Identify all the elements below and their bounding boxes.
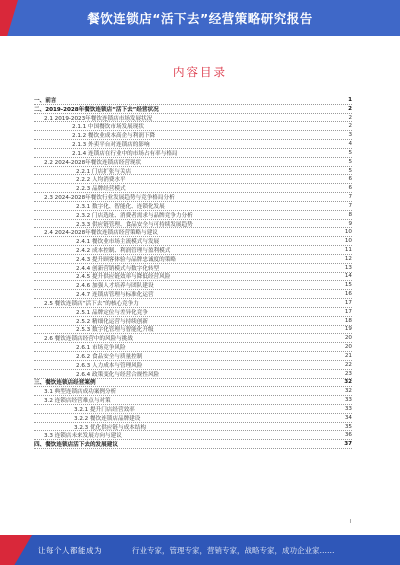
toc-entry-label: 2.4.1 餐饮业市场主流模式与发展 bbox=[76, 239, 160, 246]
toc-entry-page: 14 bbox=[344, 273, 352, 280]
toc-entry-page: 10 bbox=[344, 238, 352, 245]
toc-entry[interactable] bbox=[34, 379, 352, 388]
toc-entry[interactable] bbox=[34, 370, 352, 379]
toc-entry-page: 16 bbox=[344, 291, 352, 298]
toc-entry-label: 一、前言 bbox=[34, 97, 57, 104]
toc-entry-page: 19 bbox=[344, 326, 352, 333]
toc-entry[interactable] bbox=[34, 184, 352, 193]
toc-entry[interactable] bbox=[34, 299, 352, 308]
toc-entry[interactable] bbox=[34, 175, 352, 184]
toc-entry[interactable] bbox=[34, 334, 352, 343]
toc-entry-page: 18 bbox=[344, 317, 352, 324]
toc-entry-page: 21 bbox=[344, 352, 352, 359]
toc-entry-label: 3.3 连锁店未来发展方向与建议 bbox=[44, 433, 122, 440]
toc-entry-page: 8 bbox=[348, 211, 352, 218]
toc-entry-label: 2.1.4 连锁店在行业中的市场占有率与格局 bbox=[72, 150, 178, 157]
toc-entry-label: 四、餐饮连锁店活下去的发展建议 bbox=[34, 442, 118, 449]
toc-entry-label: 2.3.1 数字化、智能化、连锁化发展 bbox=[76, 203, 165, 210]
toc-entry-label: 3.2 连锁店经营难点与对策 bbox=[44, 398, 111, 405]
toc-entry-label: 三、餐饮连锁店经营案例 bbox=[34, 380, 96, 387]
toc-entry-page: 2 bbox=[348, 123, 352, 130]
toc-entry-label: 2.4.7 连锁店管理与标准化运营 bbox=[76, 292, 154, 299]
toc-entry[interactable] bbox=[34, 361, 352, 370]
toc-entry[interactable] bbox=[34, 228, 352, 237]
toc-entry-label: 2.1.2 餐饮业成本高企与利润下降 bbox=[72, 133, 156, 140]
footer-tagline: 行业专家，管理专家，营销专家，战略专家，成功企业家…… bbox=[132, 546, 335, 555]
toc-entry-label: 2.4 2024-2028年餐饮连锁店经营策略与建议 bbox=[44, 230, 158, 237]
toc-entry-label: 2.2.1 门店扩张与关店 bbox=[76, 168, 132, 175]
toc-entry-label: 2.5.2 精细化运营与持续创新 bbox=[76, 318, 148, 325]
toc-entry-page: 2 bbox=[348, 105, 352, 112]
toc-entry-label: 2.6.3 人力成本与管理风险 bbox=[76, 362, 143, 369]
toc-entry[interactable] bbox=[34, 281, 352, 290]
toc-entry-page: 33 bbox=[344, 405, 352, 412]
toc-entry[interactable] bbox=[34, 343, 352, 352]
toc-entry-page: 7 bbox=[348, 202, 352, 209]
toc-entry-label: 2.2 2024-2028年餐饮连锁店经营现状 bbox=[44, 159, 142, 166]
toc-entry[interactable] bbox=[34, 431, 352, 440]
footer-red-accent bbox=[0, 535, 32, 565]
toc-entry-label: 3.1 典型连锁店成功案例分析 bbox=[44, 389, 117, 396]
toc-entry-page: 36 bbox=[344, 432, 352, 439]
toc-entry-label: 2.6 餐饮连锁店经营中的风险与挑战 bbox=[44, 336, 133, 343]
toc-entry[interactable] bbox=[34, 237, 352, 246]
toc-entry-label: 2.3.2 门店选址、消费者需求与品牌竞争力分析 bbox=[76, 212, 193, 219]
toc-entry-page: 37 bbox=[344, 441, 352, 448]
toc-entry-label: 2.4.5 提升供应链效率与降低经营风险 bbox=[76, 274, 171, 281]
page-number: I bbox=[349, 519, 351, 525]
toc-entry-label: 2.4.3 提升顾客体验与品牌忠诚度的策略 bbox=[76, 256, 176, 263]
toc-entry-label: 2.1.3 外卖平台对连锁店的影响 bbox=[72, 142, 150, 149]
toc-entry-page: 1 bbox=[348, 96, 352, 103]
toc-entry-page: 20 bbox=[344, 344, 352, 351]
toc-entry[interactable] bbox=[34, 114, 352, 123]
toc-entry-page: 13 bbox=[344, 264, 352, 271]
toc-entry-page: 7 bbox=[348, 194, 352, 201]
toc-entry-label: 2.6.1 市场竞争风险 bbox=[76, 345, 126, 352]
toc-entry-page: 20 bbox=[344, 335, 352, 342]
toc-entry[interactable] bbox=[34, 273, 352, 282]
report-header-banner bbox=[0, 0, 400, 36]
toc-entry[interactable] bbox=[34, 140, 352, 149]
toc-entry-page: 6 bbox=[348, 176, 352, 183]
toc-entry-page: 5 bbox=[348, 149, 352, 156]
toc-entry[interactable] bbox=[34, 317, 352, 326]
toc-entry[interactable] bbox=[34, 352, 352, 361]
toc-entry-page: 5 bbox=[348, 158, 352, 165]
toc-entry-label: 2.4.4 创新营销模式与数字化转型 bbox=[76, 265, 160, 272]
toc-entry-label: 2.6.2 食品安全与质量控制 bbox=[76, 353, 143, 360]
toc-entry-page: 32 bbox=[344, 379, 352, 386]
toc-entry-page: 4 bbox=[348, 141, 352, 148]
toc-entry-page: 12 bbox=[344, 255, 352, 262]
toc-entry[interactable] bbox=[34, 211, 352, 220]
toc-entry[interactable] bbox=[34, 255, 352, 264]
toc-entry-page: 32 bbox=[344, 388, 352, 395]
toc-heading: 内容目录 bbox=[173, 65, 227, 79]
toc-entry[interactable] bbox=[34, 440, 352, 449]
toc-entry[interactable] bbox=[34, 220, 352, 229]
toc-entry[interactable] bbox=[34, 246, 352, 255]
toc-entry[interactable] bbox=[34, 131, 352, 140]
toc-entry[interactable] bbox=[34, 96, 352, 105]
toc-entry-label: 2.4.2 成本控制、利润管理与盈利模式 bbox=[76, 248, 171, 254]
toc-entry-label: 2.6.4 政策变化与经营合规性风险 bbox=[76, 371, 160, 378]
toc-entry-label: 2.5 餐饮连锁店“活下去”的核心竞争力 bbox=[44, 300, 139, 307]
toc-entry-label: 2.1 2019-2023年餐饮连锁店市场发展状况 bbox=[44, 115, 153, 122]
toc-entry-page: 34 bbox=[344, 414, 352, 421]
toc-entry-label: 3.2.1 提升门店经营效率 bbox=[74, 406, 135, 413]
toc-entry[interactable] bbox=[34, 158, 352, 167]
toc-entry-page: 6 bbox=[348, 185, 352, 192]
footer-slogan: 让每个人都能成为 bbox=[38, 546, 102, 555]
toc-entry[interactable] bbox=[34, 414, 352, 423]
toc-entry-page: 23 bbox=[344, 370, 352, 377]
toc-entry-label: 2.1.1 中国餐饮市场发展现状 bbox=[72, 124, 144, 131]
footer-banner bbox=[0, 535, 400, 565]
toc-entry[interactable] bbox=[34, 387, 352, 396]
toc-entry[interactable] bbox=[34, 290, 352, 299]
toc-entry[interactable] bbox=[34, 308, 352, 317]
toc-entry-page: 17 bbox=[344, 308, 352, 315]
toc-entry[interactable] bbox=[34, 105, 352, 114]
toc-entry-page: 15 bbox=[344, 282, 352, 289]
toc-entry-label: 二、2019-2028年餐饮连锁店“活下去”经营状况 bbox=[34, 106, 159, 113]
toc-entry-label: 2.3.3 供应链管理、食品安全与可持续发展趋势 bbox=[76, 221, 193, 228]
report-title: 餐饮连锁店“活下去”经营策略研究报告 bbox=[87, 11, 313, 26]
toc-entry[interactable] bbox=[34, 396, 352, 405]
toc-entry-page: 10 bbox=[344, 229, 352, 236]
toc-entry-page: 11 bbox=[344, 246, 352, 253]
toc-entry-page: 17 bbox=[344, 299, 352, 306]
toc-entry-page: 2 bbox=[348, 114, 352, 121]
toc-entry[interactable] bbox=[34, 149, 352, 158]
toc-entry-label: 2.2.2 人均消费水平 bbox=[76, 177, 126, 184]
toc-entry-label: 2.5.3 数字化管理与智能化升级 bbox=[76, 327, 154, 334]
toc-entry-page: 35 bbox=[344, 423, 352, 430]
toc-entry-label: 3.2.3 优化供应链与成本结构 bbox=[74, 424, 146, 431]
table-of-contents bbox=[34, 96, 352, 449]
toc-entry-label: 2.3 2024-2028年餐饮行业发展趋势与竞争格局分析 bbox=[44, 195, 175, 202]
toc-entry[interactable] bbox=[34, 405, 352, 414]
toc-entry[interactable] bbox=[34, 326, 352, 335]
toc-entry-page: 33 bbox=[344, 397, 352, 404]
toc-entry-page: 22 bbox=[344, 361, 352, 368]
toc-entry[interactable] bbox=[34, 202, 352, 211]
toc-entry[interactable] bbox=[34, 193, 352, 202]
toc-entry-label: 2.5.1 品牌定位与差异化竞争 bbox=[76, 309, 148, 316]
toc-entry-page: 3 bbox=[348, 132, 352, 139]
toc-entry[interactable] bbox=[34, 264, 352, 273]
toc-entry[interactable] bbox=[34, 423, 352, 432]
toc-entry[interactable] bbox=[34, 167, 352, 176]
toc-entry-label: 2.4.6 加强人才培养与团队建设 bbox=[76, 283, 154, 290]
toc-entry-page: 5 bbox=[348, 167, 352, 174]
toc-entry-label: 3.2.2 餐饮连锁店品牌建设 bbox=[74, 415, 141, 422]
toc-entry-page: 9 bbox=[348, 220, 352, 227]
toc-entry[interactable] bbox=[34, 122, 352, 131]
toc-entry-label: 2.2.3 品牌经营模式 bbox=[76, 186, 126, 193]
